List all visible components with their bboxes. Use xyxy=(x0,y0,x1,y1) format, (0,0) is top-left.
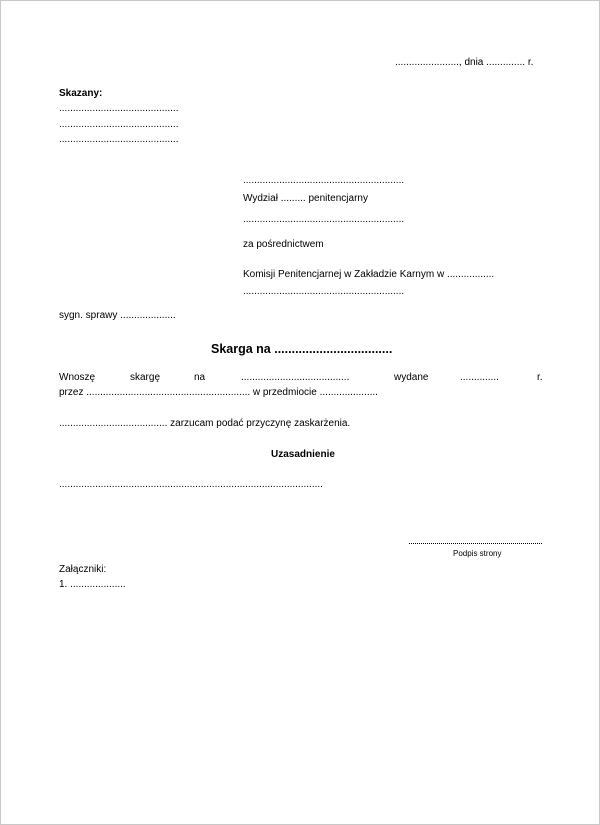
justification-heading: Uzasadnienie xyxy=(271,449,335,460)
convict-line: ........................................... xyxy=(59,103,179,114)
case-signature: sygn. sprawy .................... xyxy=(59,310,176,321)
convict-line: ........................................... xyxy=(59,119,179,130)
complaint-line: ....................................... zarzucam podać przyczynę zaskarżenia. xyxy=(59,418,351,429)
complaint-word: na xyxy=(194,372,206,383)
complaint-word: skargę xyxy=(130,372,161,383)
addressee-line: .......................................................... xyxy=(243,214,405,225)
complaint-word: ....................................... xyxy=(241,372,350,383)
complaint-word: Wnoszę xyxy=(59,372,96,383)
complaint-word: r. xyxy=(537,372,543,383)
addressee-division: Wydział ......... penitencjarny xyxy=(243,193,368,204)
convict-label: Skazany: xyxy=(59,88,103,99)
attachments-label: Załączniki: xyxy=(59,564,107,575)
complaint-word: wydane xyxy=(394,372,429,383)
attachment-item: 1. .................... xyxy=(59,579,126,590)
signature-caption: Podpis strony xyxy=(453,549,502,558)
convict-line: ........................................... xyxy=(59,134,179,145)
complaint-title: Skarga na .................................. xyxy=(211,342,393,356)
addressee-commission: Komisji Penitencjarnej w Zakładzie Karnym w ................. xyxy=(243,269,495,280)
signature-line xyxy=(409,543,542,544)
complaint-line: przez ........................................................... w przedmiocie ..................... xyxy=(59,387,378,398)
addressee-line: .......................................................... xyxy=(243,175,405,186)
complaint-word: .............. xyxy=(460,372,499,383)
justification-line: ............................................................................................... xyxy=(59,479,323,490)
place-date-line: ......................., dnia .............. r. xyxy=(395,57,534,68)
addressee-line: .......................................................... xyxy=(243,286,405,297)
addressee-via: za pośrednictwem xyxy=(243,239,324,250)
